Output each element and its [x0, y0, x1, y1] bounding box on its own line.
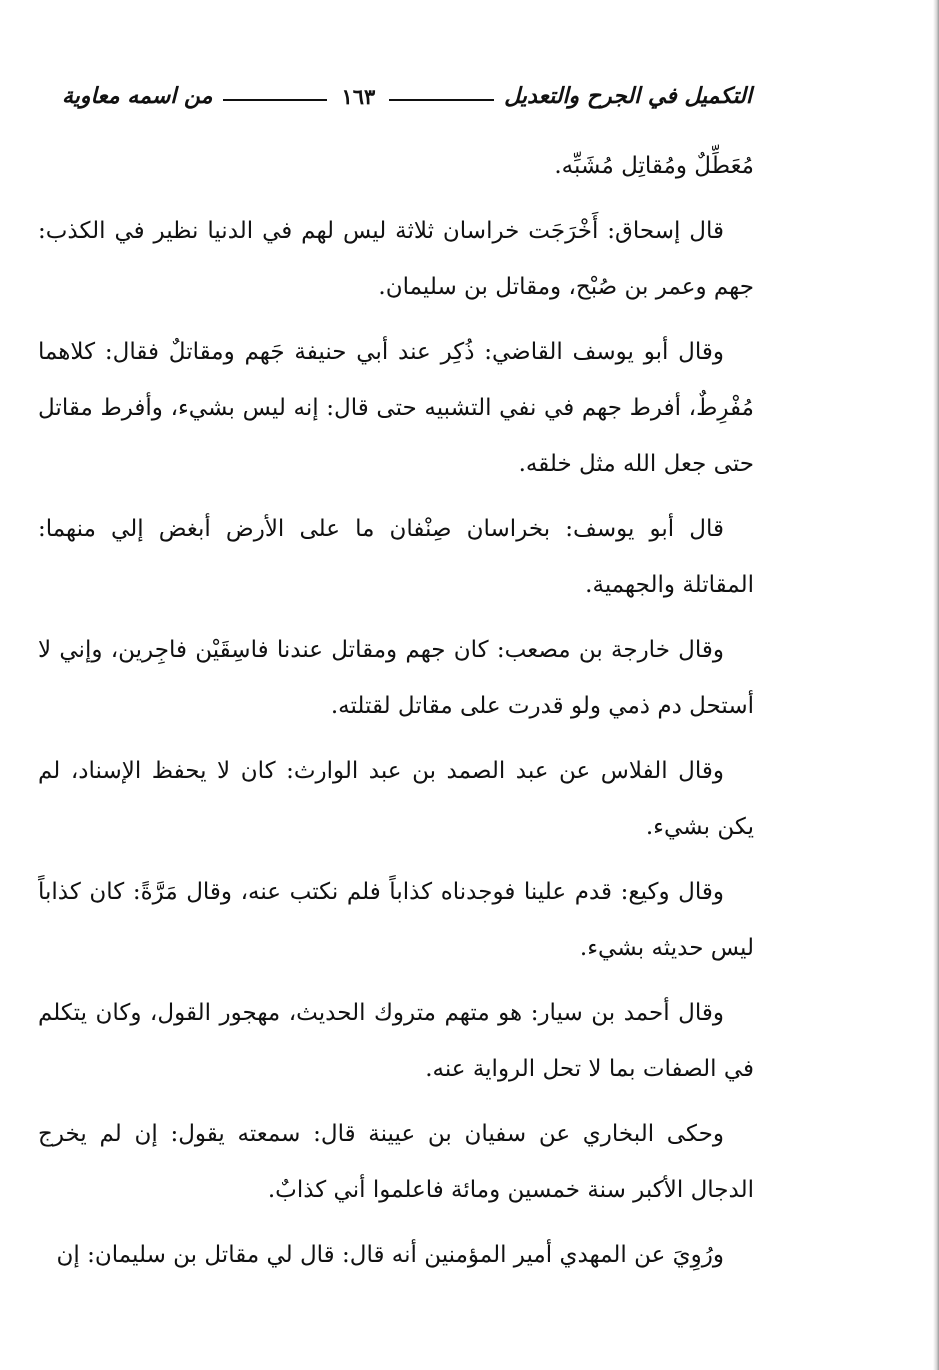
paragraph: وقال أحمد بن سيار: هو متهم متروك الحديث، مهجور القول، وكان يتكلم في الصفات بما لا تحل الرواية عنه. — [38, 1000, 754, 1082]
header-rule-left — [223, 99, 328, 101]
paragraph: وقال الفلاس عن عبد الصمد بن عبد الوارث: كان لا يحفظ الإسناد، لم يكن بشيء. — [38, 758, 754, 840]
paragraph: وقال أبو يوسف القاضي: ذُكِر عند أبي حنيفة جَهم ومقاتلٌ فقال: كلاهما مُفْرِطٌ، أفرط جهم في نفي التشبيه حتى قال: إنه ليس بشيء، وأفرط مقاتل حتى جعل الله مثل خلقه. — [38, 339, 754, 477]
header-page-number: ١٦٣ — [341, 83, 376, 109]
page-body — [38, 138, 754, 1292]
running-header — [62, 76, 752, 116]
paragraph: وقال خارجة بن مصعب: كان جهم ومقاتل عندنا فاسِقَيْن فاجِرين، وإني لا أستحل دم ذمي ولو قدرت على مقاتل لقتلته. — [38, 637, 754, 719]
page-edge-shadow — [933, 0, 939, 1370]
paragraph: قال أبو يوسف: بخراسان صِنْفان ما على الأرض أبغض إلي منهما: المقاتلة والجهمية. — [38, 516, 754, 598]
header-book-title: التكميل في الجرح والتعديل — [504, 83, 752, 109]
paragraph: وقال وكيع: قدم علينا فوجدناه كذاباً فلم نكتب عنه، وقال مَرَّةً: كان كذاباً ليس حديثه بشيء. — [38, 879, 754, 961]
header-section-title: من اسمه معاوية — [62, 83, 213, 109]
paragraph: مُعَطِّلٌ ومُقاتِل مُشَبِّه. — [554, 153, 754, 179]
paragraph: وحكى البخاري عن سفيان بن عيينة قال: سمعته يقول: إن لم يخرج الدجال الأكبر سنة خمسين ومائة فاعلموا أني كذابٌ. — [38, 1121, 754, 1203]
paragraph: قال إسحاق: أَخْرَجَت خراسان ثلاثة ليس لهم في الدنيا نظير في الكذب: جهم وعمر بن صُبْح، ومقاتل بن سليمان. — [38, 218, 754, 300]
paragraph: ورُوِيَ عن المهدي أمير المؤمنين أنه قال: قال لي مقاتل بن سليمان: إن — [56, 1242, 724, 1268]
header-rule-right — [389, 99, 494, 101]
